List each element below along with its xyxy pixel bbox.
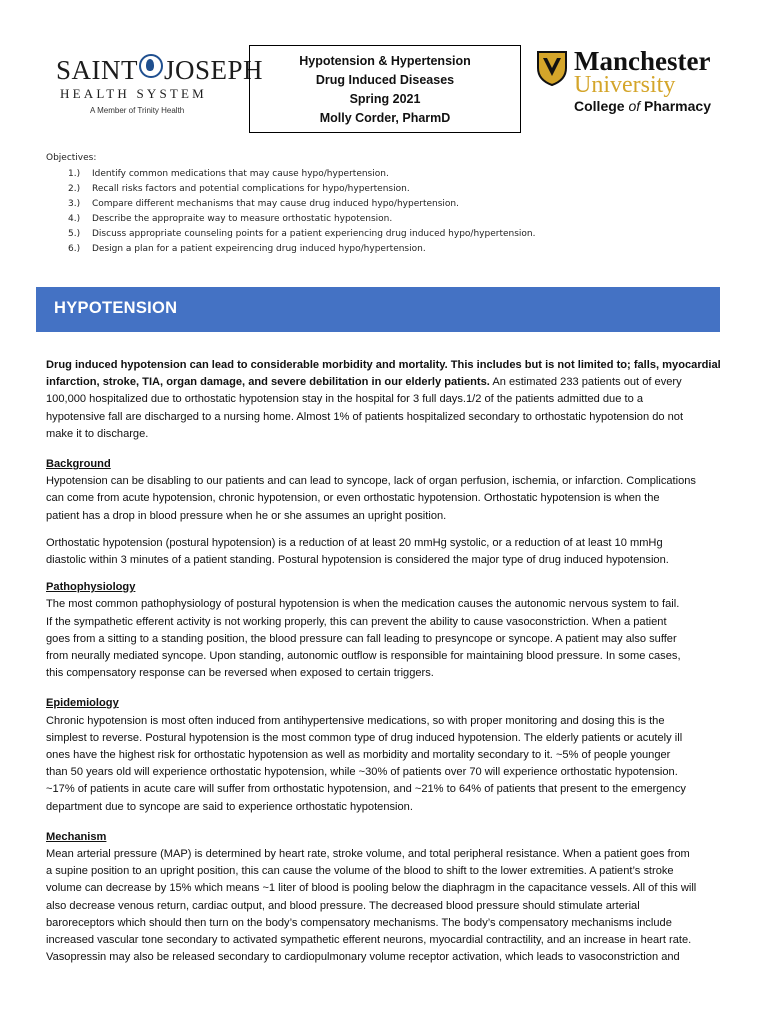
- section-title: HYPOTENSION: [54, 299, 178, 317]
- pathophysiology-heading: Pathophysiology: [46, 581, 136, 594]
- background-paragraph-2: Orthostatic hypotension (postural hypotension) is a reduction of at least 20 mmHg systolic, or a reduction of at least 10 mmHg diastolic within 3 minutes of a patient standing. Postural hypotension is considered the major type of drug induced hypotension.: [46, 536, 669, 567]
- objective-item: 2.) Recall risks factors and potential complications for hypo/hypertension.: [68, 184, 410, 194]
- title-line-1: Hypotension & Hypertension: [299, 54, 471, 68]
- mechanism-heading: Mechanism: [46, 830, 107, 843]
- objectives-section: [46, 153, 535, 257]
- background-heading: Background: [46, 458, 111, 471]
- objectives-heading: Objectives:: [46, 153, 97, 163]
- document-title-box: [249, 45, 521, 133]
- title-line-3: Spring 2021: [349, 92, 421, 106]
- epidemiology-paragraph: Chronic hypotension is most often induced from antihypertensive medications, so with proper monitoring and dosing this is the simplest to reverse. Postural hypotension is the most common type of drug induced hypotension. The elderly patients or acutely ill ones have the highest risk for orthostatic hypotension as well as morbidity and mortality secondary to it. ~5% of people younger than 50 years old will experience orthostatic hypotension, while ~30% of patients over 70 will experience orthostatic hypotension. ~17% of patients in acute care will suffer from orthostatic hypotension, and ~21% to 64% of patients that present to the emergency department due to syncope are said to experience orthostatic hypotension.: [46, 714, 686, 813]
- objective-item: 6.) Design a plan for a patient expeirencing drug induced hypo/hypertension.: [68, 244, 426, 254]
- saint-joseph-logo: [56, 48, 264, 118]
- objective-item: 3.) Compare different mechanisms that may cause drug induced hypo/hypertension.: [68, 199, 459, 209]
- globe-icon: [139, 54, 163, 78]
- title-line-4: Molly Corder, PharmD: [319, 111, 451, 125]
- objective-item: 5.) Discuss appropriate counseling points for a patient experiencing drug induced hypo/hypertension.: [68, 229, 536, 239]
- health-system-label: HEALTH SYSTEM: [60, 86, 207, 101]
- manchester-wordmark: Manchester: [574, 46, 711, 76]
- college-of-pharmacy-label: College of Pharmacy: [574, 98, 711, 114]
- objectives-list: [46, 167, 535, 257]
- title-line-2: Drug Induced Diseases: [315, 73, 455, 87]
- saint-joseph-wordmark: SAINT JOSEPH: [56, 55, 264, 85]
- mechanism-paragraph: Mean arterial pressure (MAP) is determined by heart rate, stroke volume, and total peripheral resistance. When a patient goes from a supine position to an upright position, this can cause the volume of the blood to shift to the lower extremities. A patient’s stroke volume can decrease by 15% which means ~1 liter of blood is pooling below the diaphragm in the capacitance vessels. All of this will also decrease venous return, cardiac output, and blood pressure. The decreased blood pressure should stimulate arterial baroreceptors which should then turn on the body’s compensatory mechanisms. The body’s compensatory mechanisms include increased vascular tone secondary to activated sympathetic efferent neurons, myocardial contractility, and an increase in heart rate. Vasopressin may also be released secondary to cardiopulmonary volume receptor activation, which leads to vasoconstriction and: [46, 848, 697, 964]
- manchester-logo: [536, 48, 726, 118]
- document-body: [46, 357, 724, 967]
- epidemiology-heading: Epidemiology: [46, 697, 119, 710]
- intro-paragraph: Drug induced hypotension can lead to considerable morbidity and mortality. This includes but is not limited to; falls, myocardial infarction, stroke, TIA, organ damage, and severe debilitation in our elderly patients. An estimated 233 patients out of every 100,000 hospitalized due to orthostatic hypotension stay in the hospital for 3 full days.1/2 of the patients admitted due to a hypotensive fall are discharged to a nursing home. Almost 1% of patients hospitalized secondary to orthostatic hypotension do not make it to discharge.: [46, 359, 721, 440]
- background-paragraph-1: Hypotension can be disabling to our patients and can lead to syncope, lack of organ perfusion, ischemia, or infarction. Complications can come from acute hypotension, chronic hypotension, or even orthostatic hypotension. Orthostatic hypotension is when the patient has a drop in blood pressure when he or she assumes an upright position.: [46, 475, 696, 522]
- trinity-tagline: A Member of Trinity Health: [90, 106, 185, 115]
- shield-icon: [536, 50, 568, 86]
- university-wordmark: University: [574, 72, 676, 98]
- objective-item: 4.) Describe the appropraite way to measure orthostatic hypotension.: [68, 214, 393, 224]
- objective-item: 1.) Identify common medications that may cause hypo/hypertension.: [68, 169, 389, 179]
- pathophysiology-paragraph: The most common pathophysiology of postural hypotension is when the medication causes the autonomic nervous system to fail. If the sympathetic efferent activity is not working properly, this can prevent the ability to cause vasoconstriction. When a patient goes from a sitting to a standing position, the blood pressure can fall leading to presyncope or syncope. A patient may also suffer from neurally mediated syncope. Upon standing, autonomic outflow is responsible for maintaining blood pressure. In some cases, this compensatory response can be reversed when exposed to certain triggers.: [46, 598, 681, 680]
- section-banner: [36, 287, 720, 332]
